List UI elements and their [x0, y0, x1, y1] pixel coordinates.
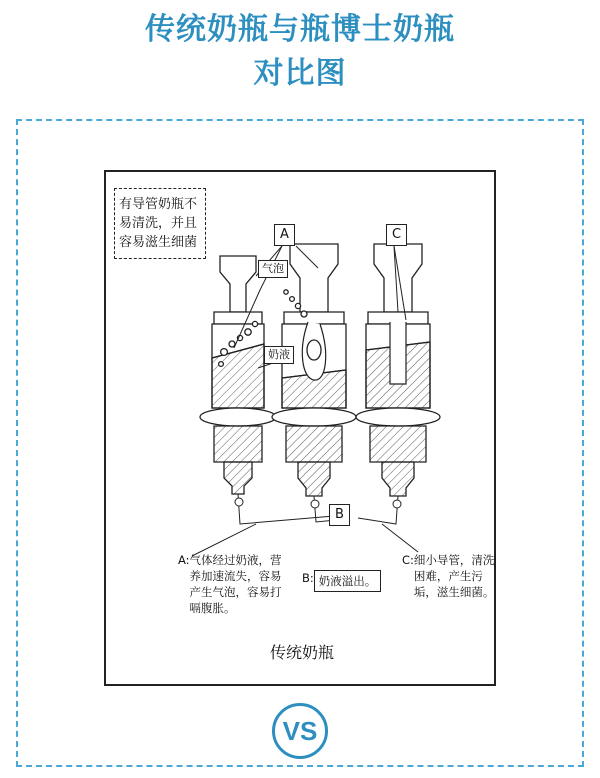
legend-text-a: 气体经过奶液，营养加速流失，容易产生气泡，容易打嗝腹胀。	[189, 553, 282, 615]
warning-note: 有导管奶瓶不易清洗，并且容易滋生细菌	[114, 188, 206, 259]
page-title	[0, 8, 600, 96]
callout-tag-a: A	[274, 224, 295, 246]
callout-tag-c: C	[386, 224, 407, 246]
callout-tag-b: B	[329, 504, 350, 526]
vs-badge: VS	[272, 703, 328, 759]
legend-text-c: 细小导管，清洗困难，产生污垢，滋生细菌。	[413, 553, 495, 599]
legend-key-a: A:	[178, 553, 190, 567]
legend-item-c	[402, 552, 498, 600]
diagram-panel	[104, 170, 496, 686]
legend-key-b: B:	[302, 571, 314, 585]
page-title-line2: 对比图	[253, 56, 347, 91]
legend-item-b	[302, 570, 406, 592]
page-title-line1: 传统奶瓶与瓶博士奶瓶	[145, 12, 455, 47]
label-milk: 奶液	[264, 346, 294, 364]
diagram-caption: 传统奶瓶	[269, 643, 334, 662]
legend-key-c: C:	[402, 553, 414, 567]
legend-text-b: 奶液溢出。	[314, 570, 382, 592]
label-bubble: 气泡	[258, 260, 288, 278]
legend-item-a	[178, 552, 288, 616]
